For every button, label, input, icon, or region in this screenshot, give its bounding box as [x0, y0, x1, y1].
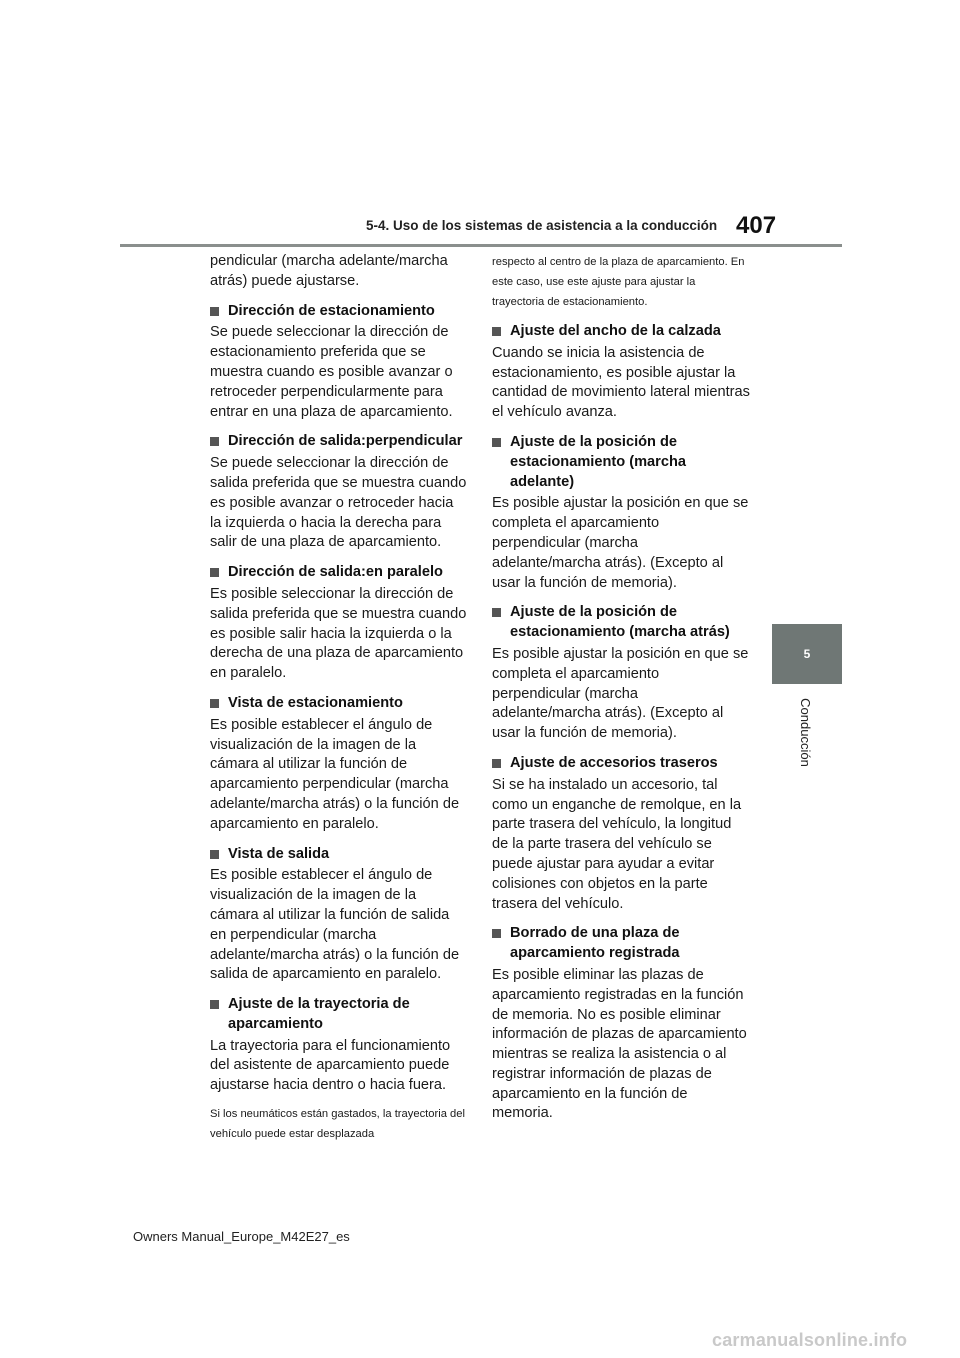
setting-heading: Ajuste de la posición de estacionamiento (marcha atrás): [492, 603, 750, 643]
setting-description: Es posible ajustar la posición en que se completa el aparcamiento perpendicular (marcha adelante/marcha atrás). (Excepto al usar la función de memoria).: [492, 645, 749, 742]
setting-item: [210, 694, 468, 835]
chapter-label: Conducción: [797, 697, 813, 767]
setting-description: Cuando se inicia la asistencia de estacionamiento, es posible ajustar la cantidad de movimiento lateral mientras el vehículo avanza.: [492, 344, 750, 421]
section-title: 5-4. Uso de los sistemas de asistencia a la conducción: [366, 218, 718, 233]
square-bullet-icon: [210, 850, 219, 859]
setting-heading: Ajuste de accesorios traseros: [492, 754, 750, 774]
setting-description: Es posible eliminar las plazas de aparcamiento registradas en la función de memoria. No es posible eliminar información de plazas de aparcamiento mientras se realiza la asistencia o al registrar información de plazas de aparcamiento en la función de memoria.: [492, 966, 747, 1122]
watermark: carmanualsonline.info: [712, 1330, 908, 1350]
setting-description: Es posible seleccionar la dirección de salida preferida que se muestra cuando es posible salir hacia la izquierda o la derecha de una plaza de aparcamiento en paralelo.: [210, 585, 467, 682]
square-bullet-icon: [492, 759, 501, 768]
square-bullet-icon: [210, 1000, 219, 1009]
setting-heading: Borrado de una plaza de aparcamiento registrada: [492, 924, 750, 964]
setting-item: [492, 924, 750, 1124]
square-bullet-icon: [210, 307, 219, 316]
square-bullet-icon: [492, 327, 501, 336]
setting-heading: Ajuste de la posición de estacionamiento (marcha adelante): [492, 433, 750, 492]
setting-item: [210, 995, 468, 1144]
chapter-number: 5: [803, 647, 811, 661]
setting-item: [210, 845, 468, 986]
setting-heading: Dirección de salida:en paralelo: [210, 563, 468, 583]
setting-item: [210, 563, 468, 684]
setting-heading: Vista de salida: [210, 845, 468, 865]
setting-description: Es posible establecer el ángulo de visualización de la imagen de la cámara al utilizar la función de aparcamiento perpendicular (marcha adelante/marcha atrás) o la función de aparcamiento en paralelo.: [210, 716, 460, 832]
setting-description: Es posible ajustar la posición en que se completa el aparcamiento perpendicular (marcha adelante/marcha atrás). (Excepto al usar la función de memoria).: [492, 495, 749, 591]
chapter-label-container: [770, 692, 840, 772]
square-bullet-icon: [210, 699, 219, 708]
continued-note: respecto al centro de la plaza de aparcamiento. En este caso, use este ajuste para ajustar la trayectoria de estacionamiento.: [492, 256, 745, 308]
setting-heading: Dirección de salida:perpendicular: [210, 432, 468, 452]
right-column: [492, 252, 750, 1124]
square-bullet-icon: [492, 608, 501, 617]
setting-description: Se puede seleccionar la dirección de estacionamiento preferida que se muestra cuando es posible avanzar o retroceder perpendicularmente para entrar en una plaza de aparcamiento.: [210, 324, 453, 420]
square-bullet-icon: [492, 929, 501, 938]
setting-item: [492, 433, 750, 593]
setting-note: Si los neumáticos están gastados, la trayectoria del vehículo puede estar desplazada: [210, 1108, 465, 1141]
setting-item: [210, 302, 468, 423]
square-bullet-icon: [492, 438, 501, 447]
intro-text: pendicular (marcha adelante/marcha atrás) puede ajustarse.: [210, 253, 448, 289]
page-number: 407: [736, 212, 777, 239]
setting-description: Si se ha instalado un accesorio, tal como un enganche de remolque, en la parte trasera del vehículo, la longitud de la parte trasera del vehículo se puede ajustar para ayudar a evitar colisiones con objetos en la parte trasera del vehículo.: [492, 776, 742, 912]
setting-item: [492, 754, 750, 914]
chapter-tab[interactable]: [772, 624, 842, 684]
manual-footer: Owners Manual_Europe_M42E27_es: [133, 1229, 350, 1244]
setting-description: Se puede seleccionar la dirección de salida preferida que se muestra cuando es posible avanzar o retroceder hacia la izquierda o hacia la derecha para salir de una plaza de aparcamiento.: [210, 455, 467, 551]
square-bullet-icon: [210, 437, 219, 446]
setting-description: La trayectoria para el funcionamiento del asistente de aparcamiento puede ajustarse hacia dentro o hacia fuera.: [210, 1037, 451, 1094]
setting-heading: Vista de estacionamiento: [210, 694, 468, 714]
left-column: [210, 252, 468, 1144]
square-bullet-icon: [210, 568, 219, 577]
header-divider: [120, 244, 842, 247]
setting-heading: Ajuste de la trayectoria de aparcamiento: [210, 995, 468, 1035]
setting-item: [492, 322, 750, 423]
setting-heading: Dirección de estacionamiento: [210, 302, 468, 322]
setting-heading: Ajuste del ancho de la calzada: [492, 322, 750, 342]
setting-description: Es posible establecer el ángulo de visualización de la imagen de la cámara al utilizar la función de salida en perpendicular (marcha adelante/marcha atrás) o la función de salida de aparcamiento en paralelo.: [210, 867, 460, 983]
setting-item: [492, 603, 750, 744]
setting-item: [210, 432, 468, 553]
